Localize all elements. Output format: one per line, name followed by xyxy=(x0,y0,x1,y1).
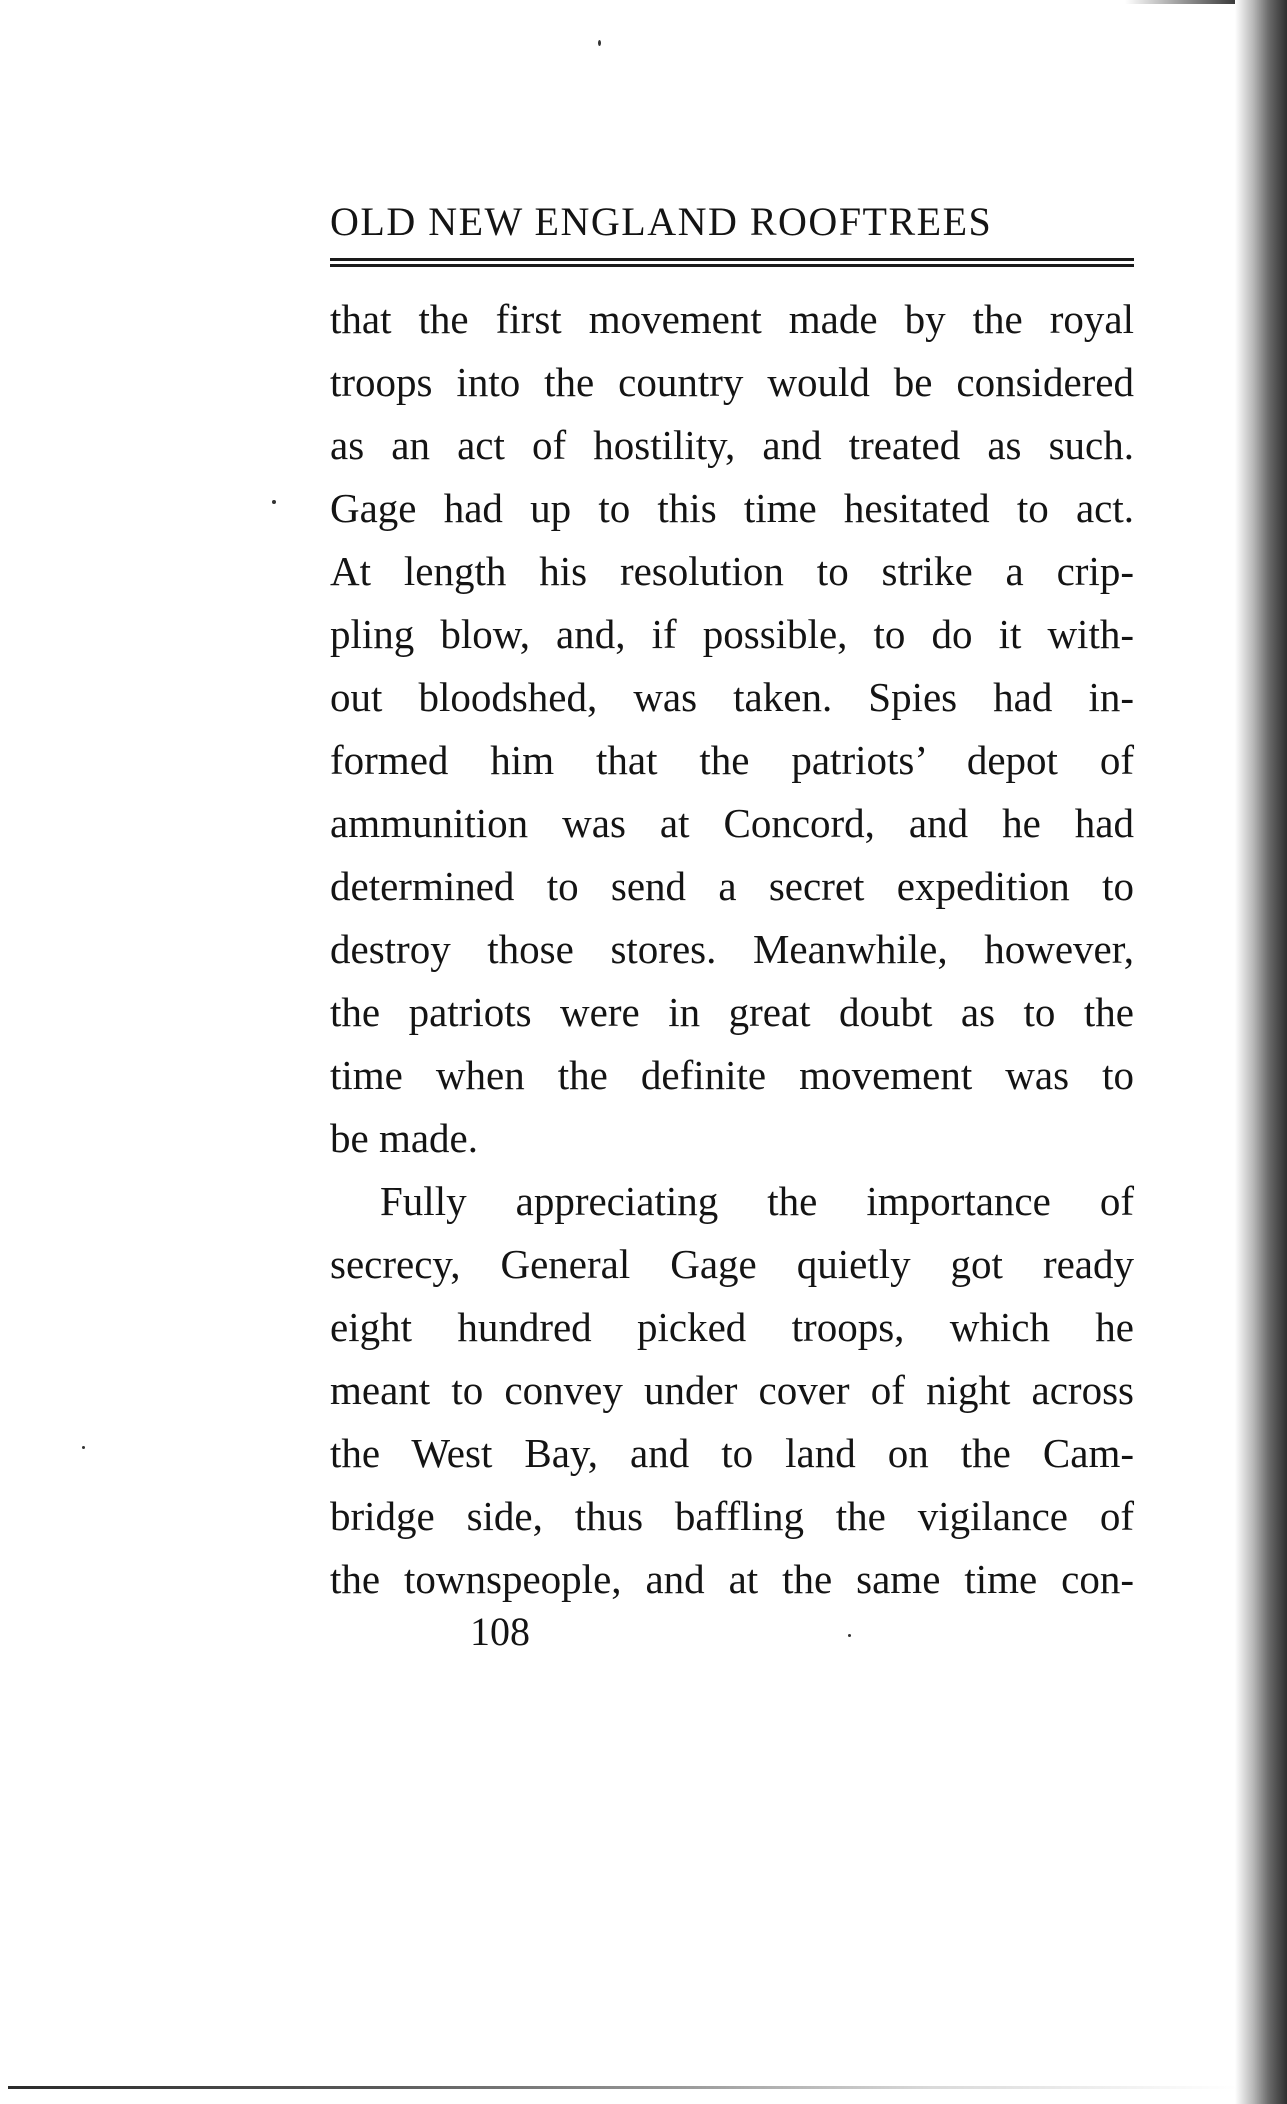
scan-speck xyxy=(598,40,601,46)
text-line: the townspeople, and at the same time con- xyxy=(330,1556,1134,1602)
text-line: secrecy, General Gage quietly got ready xyxy=(330,1241,1134,1287)
text-line: as an act of hostility, and treated as such. xyxy=(330,422,1134,468)
body-text xyxy=(330,291,1134,1614)
text-line: troops into the country would be considered xyxy=(330,359,1134,405)
scan-edge-mark xyxy=(1125,0,1235,4)
text-line: Gage had up to this time hesitated to act. xyxy=(330,485,1134,531)
text-line: determined to send a secret expedition to xyxy=(330,863,1134,909)
text-line: pling blow, and, if possible, to do it with- xyxy=(330,611,1134,657)
text-line: destroy those stores. Meanwhile, however, xyxy=(330,926,1134,972)
text-line: the West Bay, and to land on the Cam- xyxy=(330,1430,1134,1476)
scan-bottom-edge xyxy=(8,2086,1238,2089)
text-line: out bloodshed, was taken. Spies had in- xyxy=(330,674,1134,720)
text-line: ammunition was at Concord, and he had xyxy=(330,800,1134,846)
scan-speck xyxy=(272,500,276,504)
text-line: eight hundred picked troops, which he xyxy=(330,1304,1134,1350)
text-line: meant to convey under cover of night across xyxy=(330,1367,1134,1413)
text-line: bridge side, thus baffling the vigilance of xyxy=(330,1493,1134,1539)
text-line: time when the definite movement was to xyxy=(330,1052,1134,1098)
text-line-paragraph-start: Fully appreciating the importance of xyxy=(380,1178,1134,1224)
page-number: 108 xyxy=(470,1609,530,1654)
text-line-paragraph-end: be made. xyxy=(330,1115,478,1161)
running-head: OLD NEW ENGLAND ROOFTREES xyxy=(330,199,993,244)
text-line: formed him that the patriots’ depot of xyxy=(330,737,1134,783)
text-line: At length his resolution to strike a crip- xyxy=(330,548,1134,594)
scan-speck xyxy=(82,1446,85,1449)
running-head-double-rule xyxy=(330,258,1134,267)
text-line: the patriots were in great doubt as to the xyxy=(330,989,1134,1035)
text-line: that the first movement made by the royal xyxy=(330,296,1134,342)
page-gutter-shadow xyxy=(1235,0,1287,2104)
scan-speck xyxy=(848,1634,851,1637)
